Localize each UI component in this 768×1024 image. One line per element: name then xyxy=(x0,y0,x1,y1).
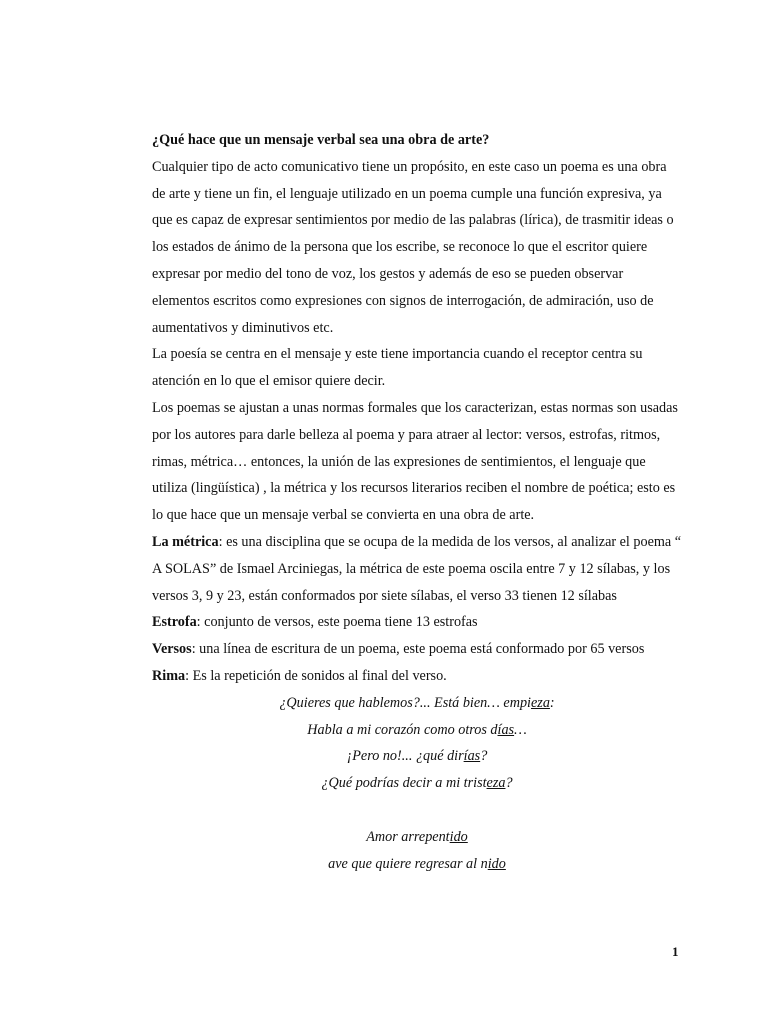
definition-estrofa xyxy=(152,609,682,636)
poem-line: Amor arrepentido xyxy=(366,828,468,845)
definition-text: : conjunto de versos, este poema tiene 13 estrofas xyxy=(196,614,478,631)
definition-term: Versos xyxy=(152,641,192,658)
poem-line: Habla a mi corazón como otros días… xyxy=(307,721,527,738)
page-number: 1 xyxy=(672,944,679,959)
poem-line: ¡Pero no!... ¿qué dirías? xyxy=(346,748,488,765)
rhyme-underline: eza xyxy=(531,694,550,711)
stanza-break xyxy=(152,797,682,824)
poem-excerpt xyxy=(152,690,682,878)
rhyme-underline: ías xyxy=(463,748,481,765)
definition-text: : es una disciplina que se ocupa de la medida de los versos, al analizar el poema “ A SOLAS” de Ismael Arciniegas, la métrica de este poema oscila entre 7 y 12 sílabas, y los versos 3, 9 y 23, están conformados por siete sílabas, el verso 33 tienen 12 sílabas xyxy=(152,533,682,604)
definition-term: Rima xyxy=(152,667,186,684)
definition-text: : Es la repetición de sonidos al final del verso. xyxy=(185,667,447,684)
paragraph-poetic-norms: Los poemas se ajustan a unas normas formales que los caracterizan, estas normas son usadas por los autores para darle belleza al poema y para atraer al lector: versos, estrofas, ritmos, rimas, métrica… entonces, la unión de las expresiones de sentimientos, el lenguaje que utiliza (lingüística) , la métrica y los recursos literarios reciben el nombre de poética; esto es lo que hace que un mensaje verbal se convierta en una obra de arte. xyxy=(152,399,678,524)
poem-line: ave que quiere regresar al nido xyxy=(328,855,506,872)
rhyme-underline: ido xyxy=(487,855,506,872)
definition-term: La métrica xyxy=(152,533,219,550)
rhyme-underline: ido xyxy=(449,828,468,845)
rhyme-underline: ías xyxy=(497,721,515,738)
paragraph-purpose: Cualquier tipo de acto comunicativo tiene un propósito, en este caso un poema es una obra de arte y tiene un fin, el lenguaje utilizado en un poema cumple una función expresiva, ya que es capaz de expresar sentimientos por medio de las palabras (lírica), de trasmitir ideas o los estados de ánimo de la persona que los escribe, se reconoce lo que el escritor quiere expresar por medio del tono de voz, los gestos y además de eso se pueden observar elementos escritos como expresiones con signos de interrogación, de admiración, uso de aumentativos y diminutivos etc. xyxy=(152,158,674,336)
paragraph-poetry-focus: La poesía se centra en el mensaje y este tiene importancia cuando el receptor centra su atención en lo que el emisor quiere decir. xyxy=(152,346,643,390)
definition-rima xyxy=(152,663,682,690)
document-body xyxy=(152,127,682,877)
poem-line: ¿Quieres que hablemos?... Está bien… empieza: xyxy=(279,694,555,711)
definition-term: Estrofa xyxy=(152,614,197,631)
poem-line: ¿Qué podrías decir a mi tristeza? xyxy=(321,775,513,792)
definition-metrica xyxy=(152,529,682,609)
document-title: ¿Qué hace que un mensaje verbal sea una obra de arte? xyxy=(152,132,490,148)
rhyme-underline: eza xyxy=(486,775,506,792)
definition-versos xyxy=(152,636,682,663)
definition-text: : una línea de escritura de un poema, este poema está conformado por 65 versos xyxy=(191,641,645,658)
